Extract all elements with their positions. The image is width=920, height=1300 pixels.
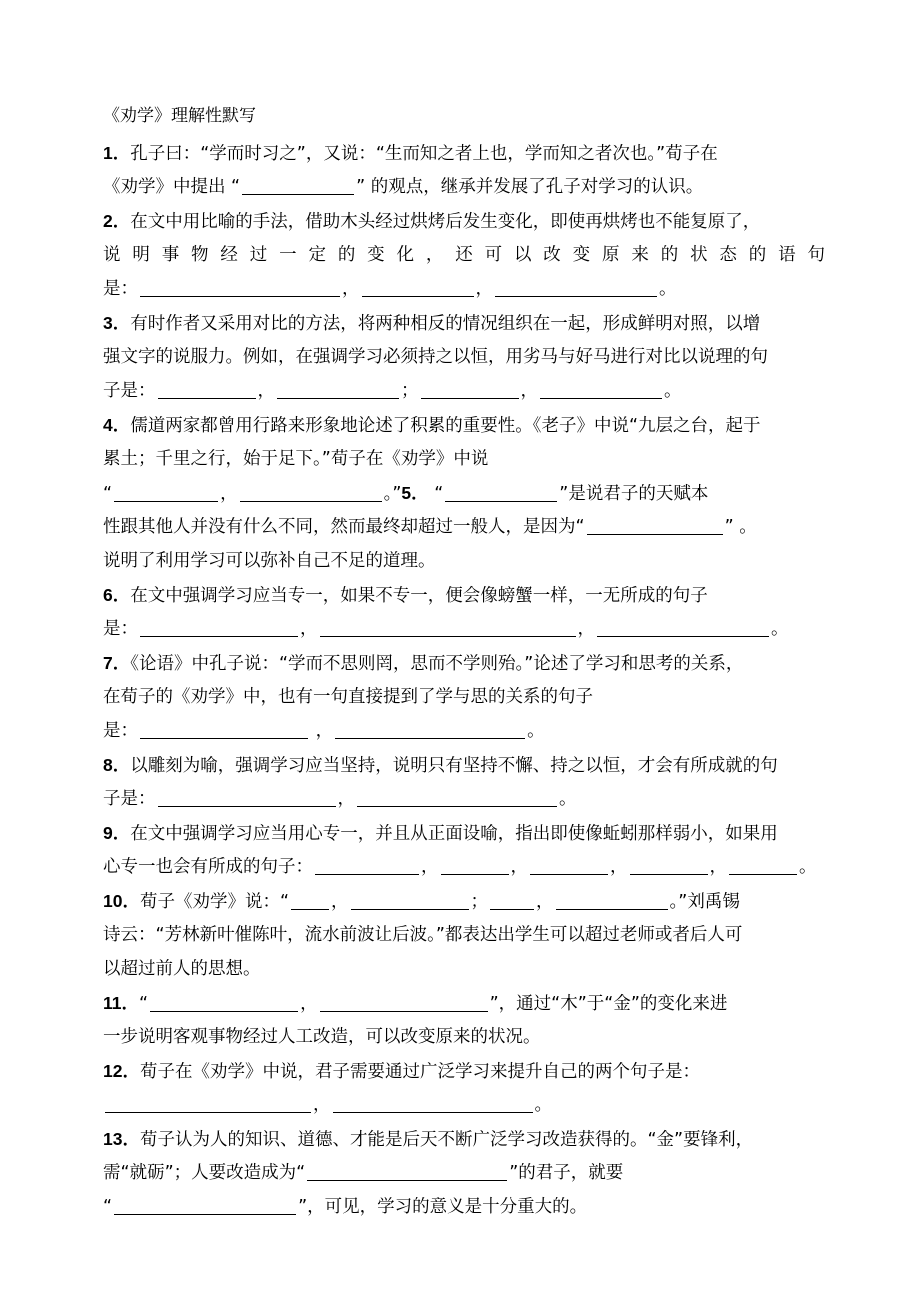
fill-blank[interactable] xyxy=(597,616,769,637)
question-11-line-1: 11．“ ， ”，通过“木”于“金”的变化来进 xyxy=(103,993,728,1014)
fill-blank[interactable] xyxy=(240,481,382,502)
question-number: 12． xyxy=(103,1061,140,1081)
fill-blank[interactable] xyxy=(105,1092,311,1113)
question-10-line-1: 10．荀子《劝学》说：“ ， ； ， 。”刘禹锡 xyxy=(103,891,740,912)
question-7-line-2: 在荀子的《劝学》中，也有一句直接提到了学与思的关系的句子 xyxy=(103,687,593,707)
fill-blank[interactable] xyxy=(556,889,668,910)
fill-blank[interactable] xyxy=(490,889,534,910)
fill-blank[interactable] xyxy=(530,854,608,875)
fill-blank[interactable] xyxy=(114,1194,296,1215)
fill-blank[interactable] xyxy=(333,1092,533,1113)
question-13-line-1: 13．荀子认为人的知识、道德、才能是后天不断广泛学习改造获得的。“金”要锋利， xyxy=(103,1129,754,1150)
question-number: 6． xyxy=(103,585,131,605)
question-5-line-2: 性跟其他人并没有什么不同，然而最终却超过一般人，是因为“ ” 。 xyxy=(103,512,825,546)
fill-blank[interactable] xyxy=(351,889,469,910)
fill-blank[interactable] xyxy=(587,514,723,535)
question-2-line-2: 说明事物经过一定的变化，还可以改变原来的状态的语句 xyxy=(103,245,825,265)
question-6-line-1: 6．在文中强调学习应当专一，如果不专一，便会像螃蟹一样，一无所成的句子 xyxy=(103,585,708,606)
question-12-line-1: 12．荀子在《劝学》中说，君子需要通过广泛学习来提升自己的两个句子是： xyxy=(103,1061,700,1082)
fill-blank[interactable] xyxy=(441,854,509,875)
question-7-line-3: 是： ， 。 xyxy=(103,716,825,750)
question-4-5-line: “ ， 。”5． “ ”是说君子的天赋本 xyxy=(103,483,709,504)
question-13-line-2: 需“就砺”；人要改造成为“ ”的君子，就要 xyxy=(103,1158,825,1192)
fill-blank[interactable] xyxy=(114,481,218,502)
fill-blank[interactable] xyxy=(630,854,708,875)
question-8-line-2: 子是： ， 。 xyxy=(103,784,825,818)
fill-blank[interactable] xyxy=(291,889,329,910)
question-6-line-2: 是： ， ， 。 xyxy=(103,614,825,648)
question-number: 1． xyxy=(103,143,131,163)
fill-blank[interactable] xyxy=(158,378,256,399)
question-number: 13． xyxy=(103,1129,140,1149)
question-1-line-2: 《劝学》中提出 “ ” 的观点，继承并发展了孔子对学习的认识。 xyxy=(103,172,825,206)
question-3-line-2: 强文字的说服力。例如，在强调学习必须持之以恒，用劣马与好马进行对比以说理的句 xyxy=(103,347,768,367)
fill-blank[interactable] xyxy=(315,854,419,875)
question-11-line-2: 一步说明客观事物经过人工改造，可以改变原来的状况。 xyxy=(103,1027,541,1047)
fill-blank[interactable] xyxy=(495,276,657,297)
question-number: 3． xyxy=(103,313,131,333)
question-3-line-3: 子是： ， ； ， 。 xyxy=(103,376,825,410)
question-number: 5． xyxy=(401,483,429,503)
question-number: 10． xyxy=(103,891,140,911)
fill-blank[interactable] xyxy=(158,786,336,807)
question-7-line-1: 7．《论语》中孔子说：“学而不思则罔，思而不学则殆。”论述了学习和思考的关系， xyxy=(103,653,744,674)
question-9-line-1: 9．在文中强调学习应当用心专一，并且从正面设喻，指出即使像蚯蚓那样弱小，如果用 xyxy=(103,823,778,844)
question-9-line-2: 心专一也会有所成的句子： ， ， ， ， 。 xyxy=(103,852,825,886)
fill-blank[interactable] xyxy=(140,276,340,297)
question-10-line-2: 诗云：“芳林新叶催陈叶，流水前波让后波。”都表达出学生可以超过老师或者后人可 xyxy=(103,925,743,945)
fill-blank[interactable] xyxy=(445,481,557,502)
fill-blank[interactable] xyxy=(421,378,519,399)
fill-blank[interactable] xyxy=(277,378,399,399)
question-8-line-1: 8．以雕刻为喻，强调学习应当坚持，说明只有坚持不懈、持之以恒，才会有所成就的句 xyxy=(103,755,778,776)
fill-blank[interactable] xyxy=(307,1160,507,1181)
fill-blank[interactable] xyxy=(362,276,474,297)
page-title: 《劝学》理解性默写 xyxy=(103,106,256,126)
question-1-line-1: 1．孔子曰：“学而时习之”，又说：“生而知之者上也，学而知之者次也。”荀子在 xyxy=(103,143,718,164)
question-number: 2． xyxy=(103,211,131,231)
question-2-line-1: 2．在文中用比喻的手法，借助木头经过烘烤后发生变化，即使再烘烤也不能复原了， xyxy=(103,211,761,232)
fill-blank[interactable] xyxy=(320,616,576,637)
question-2-line-3: 是： ， ， 。 xyxy=(103,274,825,308)
fill-blank[interactable] xyxy=(140,616,298,637)
question-5-line-3: 说明了利用学习可以弥补自己不足的道理。 xyxy=(103,551,436,571)
fill-blank[interactable] xyxy=(150,991,298,1012)
question-number: 11． xyxy=(103,993,139,1013)
question-number: 4． xyxy=(103,415,131,435)
question-number: 8． xyxy=(103,755,131,775)
fill-blank[interactable] xyxy=(335,718,525,739)
fill-blank[interactable] xyxy=(242,174,354,195)
fill-blank[interactable] xyxy=(540,378,662,399)
question-13-line-3: “ ”，可见，学习的意义是十分重大的。 xyxy=(103,1192,825,1226)
question-4-line-2: 累土；千里之行，始于足下。”荀子在《劝学》中说 xyxy=(103,449,489,469)
fill-blank[interactable] xyxy=(320,991,488,1012)
question-number: 9． xyxy=(103,823,131,843)
question-12-line-2: ， 。 xyxy=(103,1090,825,1124)
question-list xyxy=(103,138,825,1226)
question-10-line-3: 以超过前人的思想。 xyxy=(103,959,261,979)
fill-blank[interactable] xyxy=(729,854,797,875)
fill-blank[interactable] xyxy=(140,718,308,739)
fill-blank[interactable] xyxy=(357,786,557,807)
question-4-line-1: 4．儒道两家都曾用行路来形象地论述了积累的重要性。《老子》中说“九层之台，起于 xyxy=(103,415,761,436)
question-3-line-1: 3．有时作者又采用对比的方法，将两种相反的情况组织在一起，形成鲜明对照，以增 xyxy=(103,313,761,334)
question-number: 7． xyxy=(103,653,131,673)
